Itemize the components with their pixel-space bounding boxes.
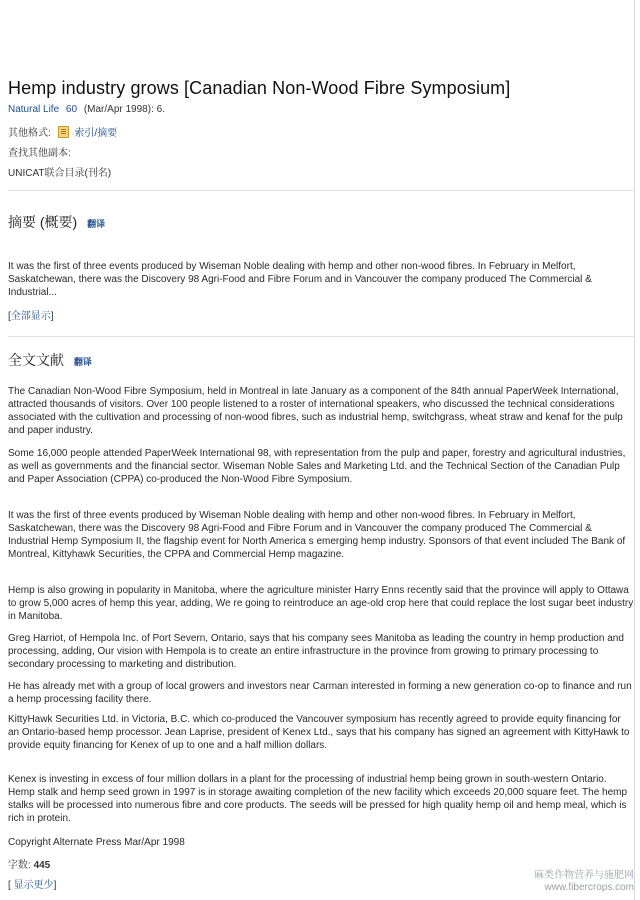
word-count-value: 445 bbox=[33, 860, 51, 871]
show-all-control: [全部显示] bbox=[8, 311, 54, 322]
fulltext-heading-text: 全文文献 bbox=[8, 352, 64, 368]
fulltext-paragraph: Some 16,000 people attended PaperWeek International 98, with representation from the pulp and paper, forestry and agricultural industries, as well as governments and the financial sector. Wiseman Noble Sales and Marketing Ltd. and the Technical Section of the Canadian Pulp and Paper Association (CPPA) co-produced the Non-Wood Fibre Symposium. bbox=[8, 448, 626, 485]
index-abstract-link[interactable]: 索引/摘要 bbox=[74, 128, 118, 139]
fulltext-paragraph: Kenex is investing in excess of four million dollars in a plant for the processing of industrial hemp being grown in south-western Ontario. Hemp stalk and hemp seed grown in 1997 is in storage awaiting completion of the new facility which exceeds 20,000 square feet. The hemp stalks will be processed into numerous fibre and core products. The seeds will be pressed for high quality hemp oil and hemp meal, which is rich in protein. bbox=[8, 774, 628, 824]
fulltext-heading bbox=[8, 350, 92, 370]
abstract-heading bbox=[8, 212, 105, 232]
fulltext-paragraph: It was the first of three events produced by Wiseman Noble dealing with hemp and other non-wood fibres. In February in Melfort, Saskatchewan, there was the Discovery 98 Agri-Food and Fibre Forum and in Vancouver the company produced The Commercial & Industrial Hemp Symposium II, the flagship event for North America s emerging hemp industry. Sponsors of that event included The Bank of Montreal, Kittyhawk Securities, the CPPA and Commercial Hemp magazine. bbox=[8, 510, 626, 560]
volume-link[interactable]: 60 bbox=[65, 104, 78, 115]
watermark-line2: www.fibercrops.com bbox=[544, 882, 634, 893]
fulltext-paragraph: KittyHawk Securities Ltd. in Victoria, B.C. which co-produced the Vancouver symposium has recently agreed to provide equity financing for an Ontario-based hemp processor. Jean Laprise, president of Kenex Ltd., says that his company has signed an agreement with KittyHawk to provide equity financing for Kenex of up to one and a half million dollars. bbox=[8, 714, 630, 751]
abstract-heading-text: 摘要 (概要) bbox=[8, 214, 78, 230]
divider bbox=[8, 190, 634, 191]
fulltext-paragraph: Greg Harriot, of Hempola Inc. of Port Severn, Ontario, says that his company sees Manitoba as leading the country in hemp production and processing, adding, Our vision with Hempola is to create an entire infrastructure in the province from growing to primary processing to secondary processing to marketing and distribution. bbox=[8, 633, 624, 670]
fulltext-paragraph: He has already met with a group of local growers and investors near Carman interested in forming a new generation co-op to finance and run a hemp processing facility there. bbox=[8, 681, 632, 705]
copyright: Copyright Alternate Press Mar/Apr 1998 bbox=[8, 837, 185, 848]
fulltext-paragraph: Hemp is also growing in popularity in Manitoba, where the agriculture minister Harry Enns recently said that the province will apply to Ottawa to grow 5,000 acres of hemp this year, adding, We re going to reintroduce an age-old crop here that could replace the lost sugar beet industry in Manitoba. bbox=[8, 585, 634, 622]
citation bbox=[8, 104, 165, 115]
other-formats-label: 其他格式: bbox=[8, 128, 51, 139]
show-all-link[interactable]: 全部显示 bbox=[10, 311, 51, 322]
document-icon bbox=[58, 126, 69, 138]
watermark bbox=[534, 870, 634, 894]
fulltext-translate-link[interactable]: 翻译 bbox=[73, 357, 92, 367]
article-title: Hemp industry grows [Canadian Non-Wood Fibre Symposium] bbox=[8, 78, 511, 98]
abstract-translate-link[interactable]: 翻译 bbox=[87, 219, 106, 229]
issue-pages: (Mar/Apr 1998): 6. bbox=[83, 104, 165, 115]
journal-link[interactable]: Natural Life bbox=[8, 104, 60, 115]
other-formats-row bbox=[8, 124, 117, 139]
word-count bbox=[8, 856, 50, 871]
find-copy-label: 查找其他副本: bbox=[8, 148, 71, 159]
show-less-link[interactable]: 显示更少 bbox=[13, 880, 54, 891]
word-count-label: 字数: bbox=[8, 860, 31, 871]
fulltext-paragraph: The Canadian Non-Wood Fibre Symposium, held in Montreal in late January as a component of the 84th annual PaperWeek International, attracted thousands of visitors. Over 100 people listened to a roster of international speakers, who discussed the technical considerations associated with the cultivation and processing of non-wood fibres, such as industrial hemp, switchgrass, wheat straw and kenaf for the pulp and paper industry. bbox=[8, 386, 623, 436]
abstract-text: It was the first of three events produced by Wiseman Noble dealing with hemp and other non-wood fibres. In February in Melfort, Saskatchewan, there was the Discovery 98 Agri-Food and Fibre Forum and in Vancouver the company produced The Commercial & Industrial... bbox=[8, 261, 592, 298]
watermark-line1: 麻类作物营养与施肥网 bbox=[534, 870, 634, 881]
show-less-control: [ 显示更少] bbox=[8, 880, 57, 891]
unicat-link[interactable]: UNICAT联合目录(刊名) bbox=[8, 168, 112, 179]
divider bbox=[8, 336, 634, 337]
